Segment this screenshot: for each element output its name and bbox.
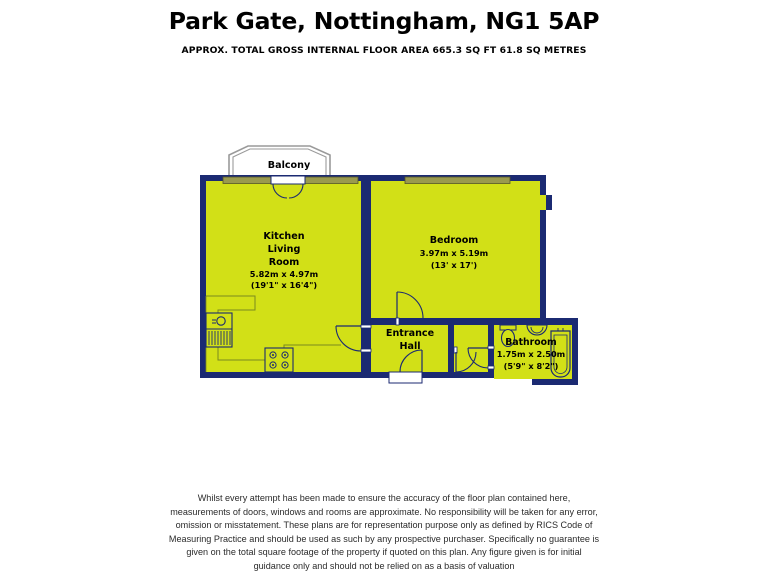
disclaimer-text bbox=[134, 492, 634, 574]
disclaimer-line: Whilst every attempt has been made to ensure the accuracy of the floor plan contained here, bbox=[197, 493, 571, 503]
bathroom-name: Bathroom bbox=[505, 337, 557, 348]
disclaimer-line: measurements of doors, windows and rooms are approximate. No responsibility will be taken for any error, bbox=[170, 506, 598, 517]
entrance-hall-name-line-1: Entrance bbox=[385, 328, 435, 339]
hob-fixture bbox=[265, 348, 293, 372]
bedroom-dim-metric: 3.97m x 5.19m bbox=[419, 248, 489, 258]
page-title: Park Gate, Nottingham, NG1 5AP bbox=[168, 7, 600, 35]
kitchen-living-room-name-line-3: Room bbox=[268, 257, 300, 268]
disclaimer-line: given on the total square footage of the property if quoted on this plan. Any figure given is for initial bbox=[186, 547, 582, 558]
disclaimer-line: Measuring Practice and should be used as such by any prospective purchaser. Specifically no guarantee is bbox=[168, 533, 600, 544]
disclaimer-line: omission or misstatement. These plans are for representation purpose only as defined by RICS Code of bbox=[175, 520, 593, 531]
sink-fixture bbox=[206, 313, 232, 347]
kitchen-living-room-dim-imperial: (19'1" x 16'4") bbox=[250, 280, 318, 290]
bedroom-name: Bedroom bbox=[429, 235, 479, 246]
entrance-hall-name-line-2: Hall bbox=[399, 341, 421, 352]
kitchen-living-room-name-line-1: Kitchen bbox=[263, 231, 305, 242]
bathroom-dim-metric: 1.75m x 2.50m bbox=[496, 349, 566, 359]
kitchen-window-left bbox=[223, 177, 271, 184]
floor-area-summary: APPROX. TOTAL GROSS INTERNAL FLOOR AREA 665.3 SQ FT 61.8 SQ METRES bbox=[181, 45, 587, 56]
kitchen-window-right bbox=[305, 177, 358, 184]
bedroom-dim-imperial: (13' x 17') bbox=[430, 260, 478, 270]
balcony-label: Balcony bbox=[267, 160, 311, 171]
kitchen-living-room-dim-metric: 5.82m x 4.97m bbox=[249, 269, 319, 279]
bathroom-label bbox=[497, 337, 565, 371]
disclaimer-line: guidance only and should not be relied on as a basis of valuation bbox=[253, 560, 515, 571]
bathroom-dim-imperial: (5'9" x 8'2") bbox=[503, 361, 559, 371]
bedroom-window bbox=[405, 177, 510, 184]
kitchen-living-room-name-line-2: Living bbox=[267, 244, 301, 255]
